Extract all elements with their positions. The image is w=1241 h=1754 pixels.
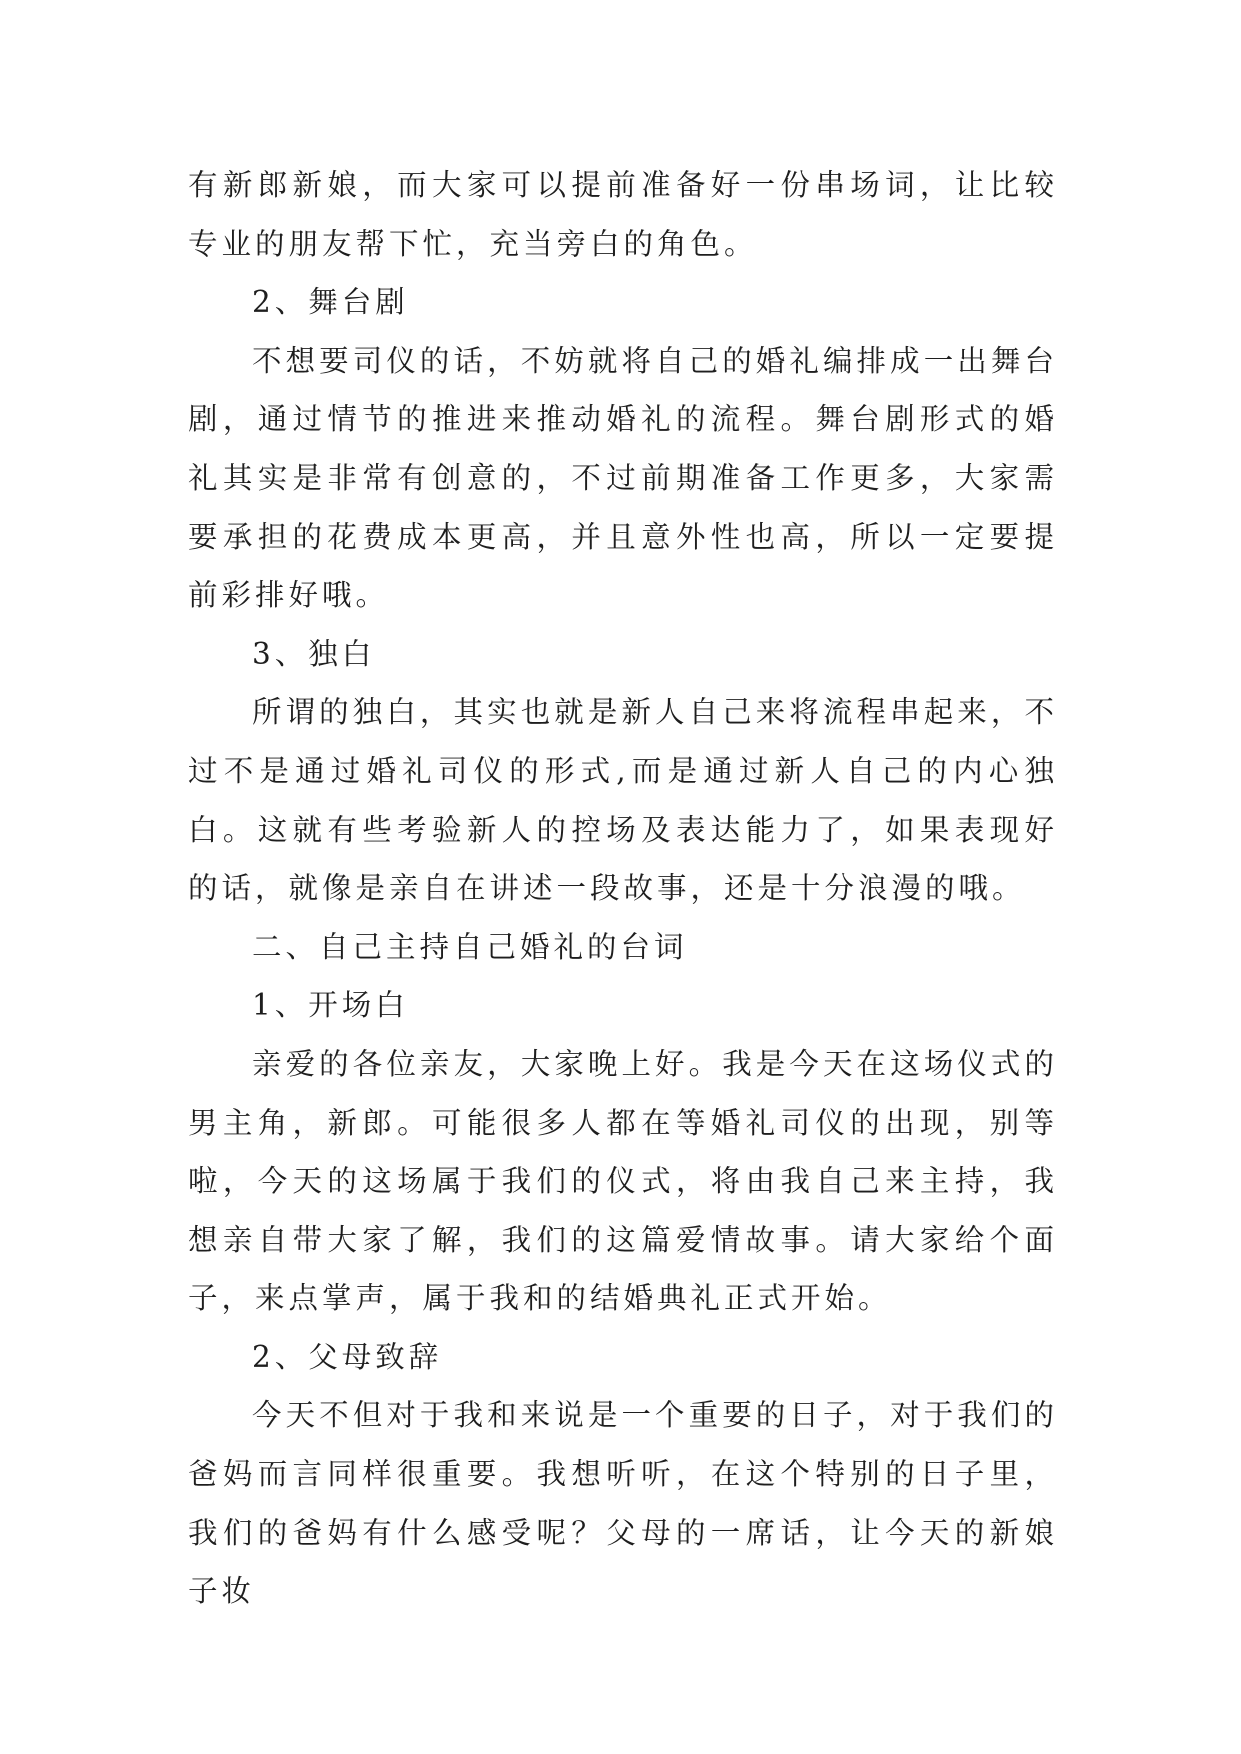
- paragraph-opening: 亲爱的各位亲友，大家晚上好。我是今天在这场仪式的男主角，新郎。可能很多人都在等婚礼司仪的出现，别等啦，今天的这场属于我们的仪式，将由我自己来主持，我想亲自带大家了解，我们的这篇爱情故事。请大家给个面子，来点掌声，属于我和的结婚典礼正式开始。: [188, 1046, 1058, 1316]
- heading-stage-play: 2、舞台剧: [252, 285, 409, 320]
- heading-opening: 1、开场白: [252, 988, 409, 1023]
- paragraph-parents-speech: 今天不但对于我和来说是一个重要的日子，对于我们的爸妈而言同样很重要。我想听听，在这个特别的日子里，我们的爸妈有什么感受呢？父母的一席话，让今天的新娘子妆: [188, 1398, 1058, 1609]
- document-body: [188, 156, 1058, 1621]
- paragraph-monologue: 所谓的独白，其实也就是新人自己来将流程串起来，不过不是通过婚礼司仪的形式,而是通过新人自己的内心独白。这就有些考验新人的控场及表达能力了，如果表现好的话，就像是亲自在讲述一段故事，还是十分浪漫的哦。: [188, 695, 1058, 906]
- paragraph-continuation: 有新郎新娘，而大家可以提前准备好一份串场词，让比较专业的朋友帮下忙，充当旁白的角色。: [188, 168, 1058, 261]
- heading-parents-speech: 2、父母致辞: [252, 1339, 443, 1374]
- heading-monologue: 3、独白: [252, 636, 376, 671]
- paragraph-stage-play: 不想要司仪的话，不妨就将自己的婚礼编排成一出舞台剧，通过情节的推进来推动婚礼的流程。舞台剧形式的婚礼其实是非常有创意的，不过前期准备工作更多，大家需要承担的花费成本更高，并且意外性也高，所以一定要提前彩排好哦。: [188, 343, 1058, 613]
- section-heading-lines: 二、自己主持自己婚礼的台词: [252, 929, 688, 964]
